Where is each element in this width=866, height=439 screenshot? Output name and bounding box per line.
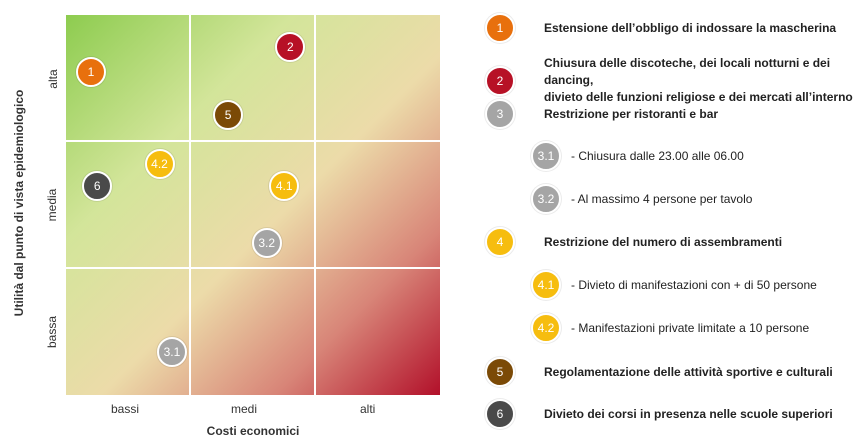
y-axis-title: Utilità dal punto di vista epidemiologico [12, 89, 26, 317]
cost-utility-matrix [66, 15, 440, 395]
marker-3-2: 3.2 [252, 228, 282, 258]
legend-text-6: Divieto dei corsi in presenza nelle scuole superiori [544, 406, 833, 421]
legend-badge-2: 2 [485, 66, 515, 96]
legend-badge-3-2: 3.2 [531, 184, 561, 214]
x-tick-medi: medi [231, 402, 258, 416]
legend-text-1: Estensione dell’obbligo di indossare la mascherina [544, 20, 837, 35]
x-tick-alti: alti [360, 402, 376, 416]
legend-item-6 [485, 399, 833, 429]
legend-text-3-1: - Chiusura dalle 23.00 alle 06.00 [571, 149, 744, 163]
legend-item-3-1 [531, 141, 744, 171]
legend-badge-4-1: 4.1 [531, 270, 561, 300]
marker-4-2: 4.2 [145, 149, 175, 179]
marker-3-1: 3.1 [157, 337, 187, 367]
legend-text-3-2: - Al massimo 4 persone per tavolo [571, 192, 753, 206]
marker-6: 6 [82, 171, 112, 201]
legend-badge-3: 3 [485, 99, 515, 129]
marker-layer [66, 15, 440, 395]
marker-4-1: 4.1 [269, 171, 299, 201]
legend-text-2-line2: divieto delle funzioni religiose e dei mercati all’interno [544, 90, 853, 104]
legend-text-5: Regolamentazione delle attività sportive e culturali [544, 364, 833, 379]
marker-5: 5 [213, 100, 243, 130]
marker-2: 2 [275, 32, 305, 62]
y-tick-bassa: bassa [45, 315, 59, 349]
x-axis-title: Costi economici [206, 424, 300, 438]
legend-badge-3-1: 3.1 [531, 141, 561, 171]
legend-item-3-2 [531, 184, 752, 214]
legend-item-4-1 [531, 270, 817, 300]
legend-item-1 [485, 13, 836, 43]
legend-item-4 [485, 227, 782, 257]
legend-text-4: Restrizione del numero di assembramenti [544, 234, 783, 249]
legend-text-2-line1: Chiusura delle discoteche, dei locali notturni e dei dancing, [544, 56, 831, 87]
legend-text-4-2: - Manifestazioni private limitate a 10 persone [571, 321, 810, 335]
legend-badge-4-2: 4.2 [531, 313, 561, 343]
x-tick-bassi: bassi [111, 402, 140, 416]
legend-item-3 [485, 99, 718, 129]
y-tick-media: media [45, 188, 59, 222]
legend-text-4-1: - Divieto di manifestazioni con + di 50 persone [571, 278, 817, 292]
legend-badge-6: 6 [485, 399, 515, 429]
legend-item-4-2 [531, 313, 809, 343]
y-tick-alta: alta [46, 69, 60, 89]
legend-badge-4: 4 [485, 227, 515, 257]
legend-badge-5: 5 [485, 357, 515, 387]
legend-text-3: Restrizione per ristoranti e bar [544, 106, 719, 121]
legend-badge-1: 1 [485, 13, 515, 43]
marker-1: 1 [76, 57, 106, 87]
legend-item-5 [485, 357, 833, 387]
